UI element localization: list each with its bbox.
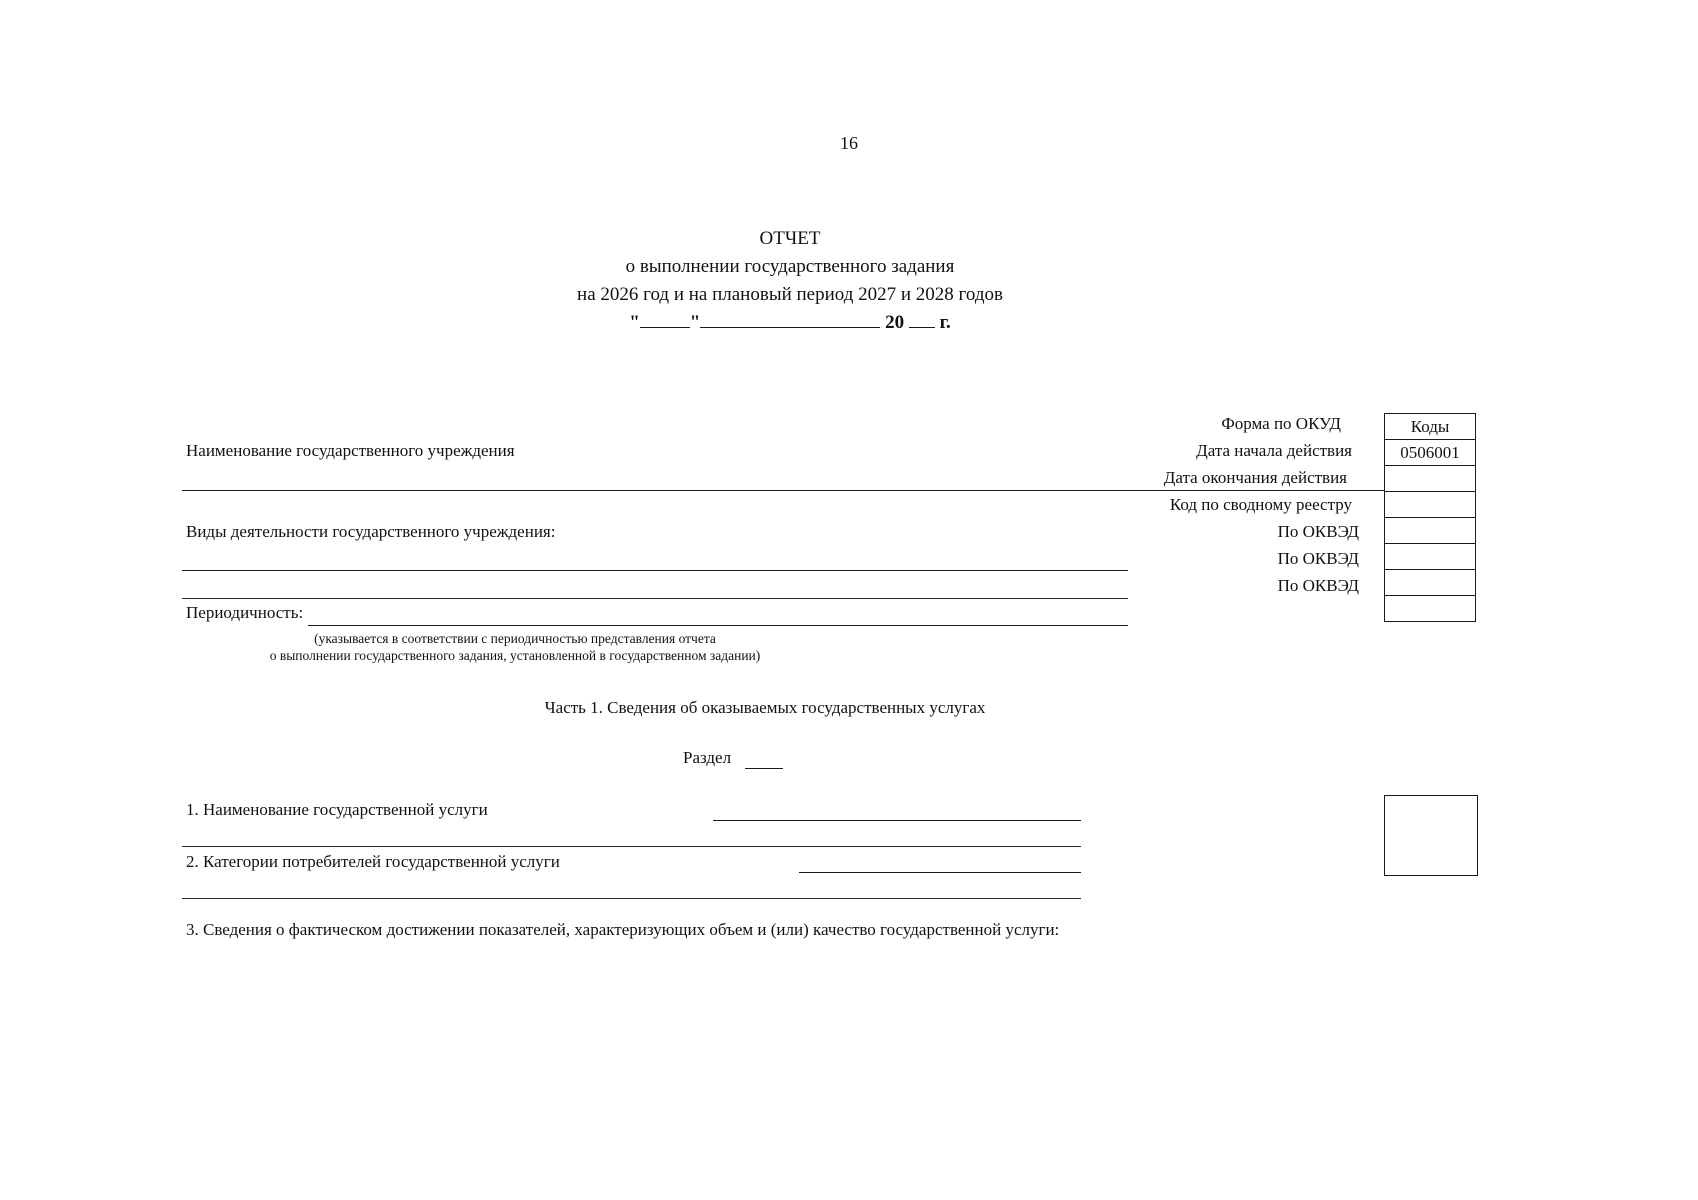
page-number: 16	[840, 133, 858, 153]
code-okved-3-value[interactable]	[1385, 596, 1476, 622]
periodicity-note	[0, 630, 1030, 664]
date-month-blank	[700, 309, 880, 328]
report-title-block	[0, 225, 1580, 337]
report-title: ОТЧЕТ	[759, 228, 821, 249]
code-label-okud: Форма по ОКУД	[1221, 414, 1341, 433]
date-year-prefix: 20	[885, 312, 905, 333]
activity-types-line-2[interactable]	[182, 598, 1128, 599]
activity-types-line-1[interactable]	[182, 570, 1128, 571]
date-year-suffix: г.	[939, 312, 951, 333]
institution-name-label: Наименование государственного учреждения	[186, 441, 515, 460]
code-okved-2-value[interactable]	[1385, 570, 1476, 596]
report-subtitle: о выполнении государственного задания	[625, 256, 955, 277]
periodicity-label: Периодичность:	[186, 603, 304, 622]
code-label-end-date: Дата окончания действия	[1163, 468, 1347, 487]
code-end-date-value[interactable]	[1385, 492, 1476, 518]
periodicity-note-line-2: о выполнении государственного задания, установленной в государственном задании)	[269, 648, 761, 663]
code-label-register: Код по сводному реестру	[1169, 495, 1352, 514]
registry-number-box[interactable]	[1384, 795, 1478, 876]
date-quote-open: "	[629, 312, 640, 333]
indicators-heading: 3. Сведения о фактическом достижении показателей, характеризующих объем и (или) качество государственной услуги:	[186, 920, 1060, 939]
code-label-okved-3: По ОКВЭД	[1277, 576, 1359, 595]
consumer-categories-label: 2. Категории потребителей государственной услуги	[186, 852, 560, 871]
code-start-date-value[interactable]	[1385, 466, 1476, 492]
date-quote-close: "	[689, 312, 701, 333]
report-period: на 2026 год и на плановый период 2027 и 2028 годов	[577, 284, 1003, 305]
section-number-line[interactable]	[745, 768, 783, 769]
code-okved-1-value[interactable]	[1385, 544, 1476, 570]
date-year-blank	[909, 309, 935, 328]
service-name-line-2[interactable]	[182, 846, 1081, 847]
periodicity-line[interactable]	[308, 625, 1128, 626]
codes-header: Коды	[1385, 414, 1476, 440]
service-name-line-1[interactable]	[713, 820, 1081, 821]
report-date-line	[0, 309, 1580, 337]
code-label-okved-2: По ОКВЭД	[1277, 549, 1359, 568]
code-label-okved-1: По ОКВЭД	[1277, 522, 1359, 541]
institution-name-line[interactable]	[182, 490, 1384, 491]
consumer-categories-line-2[interactable]	[182, 898, 1081, 899]
code-okud-value[interactable]: 0506001	[1385, 440, 1476, 466]
periodicity-note-line-1: (указывается в соответствии с периодичностью представления отчета	[314, 631, 716, 646]
service-name-label: 1. Наименование государственной услуги	[186, 800, 488, 819]
consumer-categories-line-1[interactable]	[799, 872, 1081, 873]
part-title: Часть 1. Сведения об оказываемых государственных услугах	[544, 698, 986, 717]
codes-table	[1384, 413, 1476, 622]
code-label-start-date: Дата начала действия	[1196, 441, 1352, 460]
code-register-value[interactable]	[1385, 518, 1476, 544]
section-label: Раздел	[683, 748, 732, 767]
date-day-blank	[640, 309, 690, 328]
activity-types-label: Виды деятельности государственного учреждения:	[186, 522, 556, 541]
